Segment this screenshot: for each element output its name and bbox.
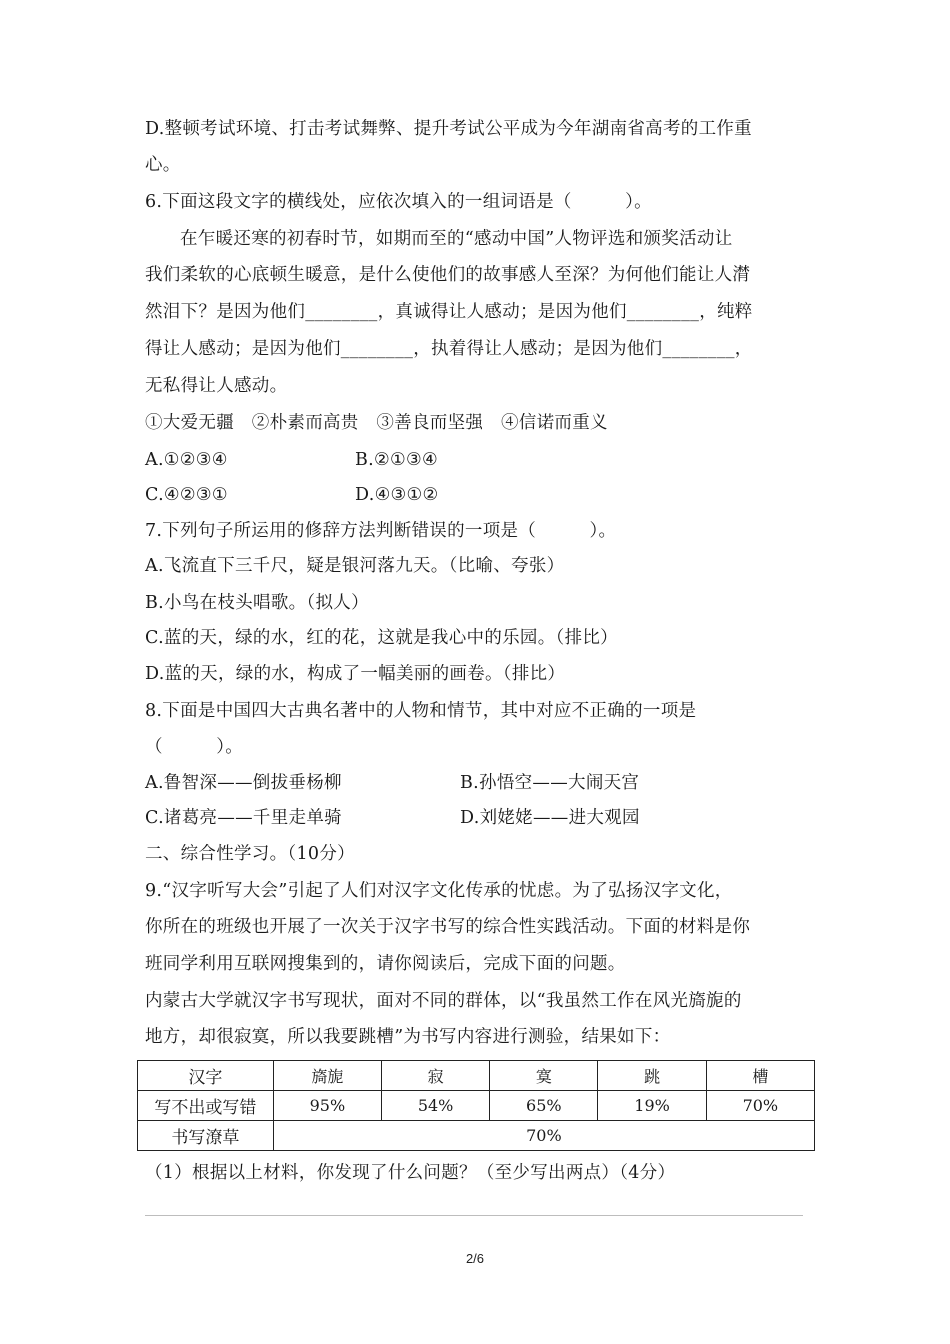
table-header-cell: 汉字 [138,1061,274,1091]
table-cell: 19% [598,1091,706,1121]
question-6-passage-line-5: 无私得让人感动。 [145,376,288,396]
question-8-option-c: C.诸葛亮——千里走单骑 [145,808,342,828]
question-6-passage-line-1: 在乍暖还寒的初春时节，如期而至的“感动中国”人物评选和颁奖活动让 [180,229,733,249]
page-number: 2/6 [465,1251,485,1266]
table-header-cell: 旖旎 [273,1061,381,1091]
question-6-passage-line-4: 得让人感动；是因为他们________，执着得让人感动；是因为他们________， [145,339,753,359]
question-6-word-options: ①大爱无疆 ②朴素而高贵 ③善良而坚强 ④信诺而重义 [145,413,608,433]
table-header-cell: 槽 [706,1061,814,1091]
question-6-passage-line-2: 我们柔软的心底顿生暖意，是什么使他们的故事感人至深？为何他们能让人潸 [145,265,751,285]
question-9-line-5: 地方，却很寂寞，所以我要跳槽”为书写内容进行测验，结果如下： [145,1027,671,1047]
question-9-subquestion-1: （1）根据以上材料，你发现了什么问题？（至少写出两点）（4分） [145,1163,676,1183]
table-header-cell: 跳 [598,1061,706,1091]
question-6-option-a: A.①②③④ [145,450,228,470]
table-cell: 70% [706,1091,814,1121]
question-7-option-a: A.飞流直下三千尺，疑是银河落九天。（比喻、夸张） [145,556,565,576]
question-8-option-a: A.鲁智深——倒拔垂杨柳 [145,773,342,793]
table-cell: 65% [490,1091,598,1121]
question-7-option-c: C.蓝的天，绿的水，红的花，这就是我心中的乐园。（排比） [145,628,618,648]
table-merged-cell: 70% [273,1121,814,1151]
question-9-line-3: 班同学利用互联网搜集到的，请你阅读后，完成下面的问题。 [145,954,626,974]
question-7: 7.下列句子所运用的修辞方法判断错误的一项是（ ）。 [145,521,617,541]
section-2-heading: 二、综合性学习。（10分） [145,844,355,864]
question-6-passage-line-3: 然泪下？是因为他们________，真诚得让人感动；是因为他们________，纯粹 [145,302,753,322]
question-6-option-d: D.④③①② [355,485,439,505]
option-d-line-1: D.整顿考试环境、打击考试舞弊、提升考试公平成为今年湖南省高考的工作重 [145,119,752,139]
table-row-label: 书写潦草 [138,1121,274,1151]
table-header-cell: 寂 [381,1061,489,1091]
table-header-cell: 寞 [490,1061,598,1091]
question-7-option-d: D.蓝的天，绿的水，构成了一幅美丽的画卷。（排比） [145,664,566,684]
table-header-row [138,1061,815,1091]
question-7-option-b: B.小鸟在枝头唱歌。（拟人） [145,593,369,613]
question-9-line-4: 内蒙古大学就汉字书写现状，面对不同的群体，以“我虽然工作在风光旖旎的 [145,991,742,1011]
question-9-line-2: 你所在的班级也开展了一次关于汉字书写的综合性实践活动。下面的材料是你 [145,917,751,937]
table-cell: 95% [273,1091,381,1121]
table-row-label: 写不出或写错 [138,1091,274,1121]
question-8-line-1: 8.下面是中国四大古典名著中的人物和情节，其中对应不正确的一项是 [145,701,697,721]
question-6-option-b: B.②①③④ [355,450,438,470]
table-cell: 54% [381,1091,489,1121]
option-d-line-2: 心。 [145,155,181,175]
survey-results-table [137,1060,815,1151]
question-6-option-c: C.④②③① [145,485,228,505]
question-6: 6.下面这段文字的横线处，应依次填入的一组词语是（ ）。 [145,192,652,212]
table-row [138,1121,815,1151]
question-8-option-d: D.刘姥姥——进大观园 [460,808,640,828]
table-row [138,1091,815,1121]
question-8-line-2: （ ）。 [145,737,244,757]
question-8-option-b: B.孙悟空——大闹天宫 [460,773,640,793]
answer-line [145,1215,803,1216]
question-9-line-1: 9.“汉字听写大会”引起了人们对汉字文化传承的忧虑。为了弘扬汉字文化， [145,881,733,901]
